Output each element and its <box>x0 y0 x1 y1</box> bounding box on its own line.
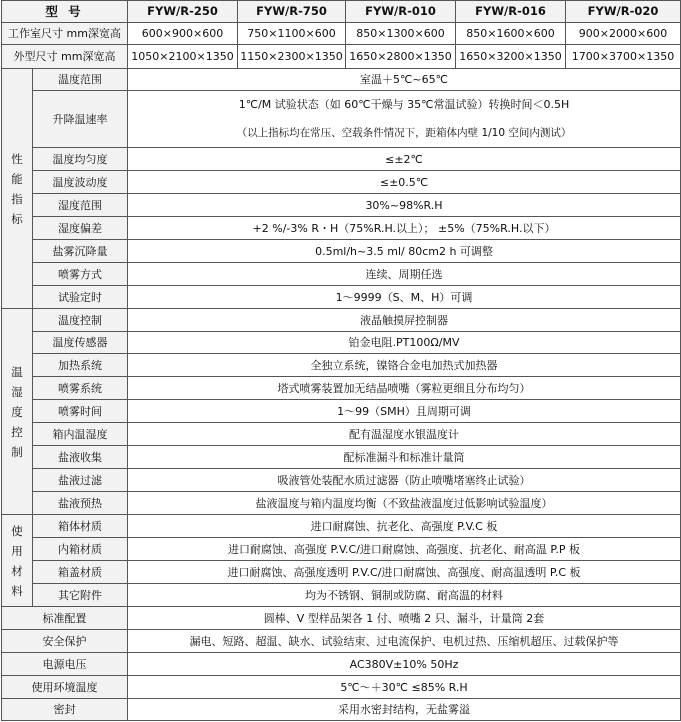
cell-value: 750×1100×600 <box>238 23 346 45</box>
row-label: 温度传感器 <box>33 332 128 354</box>
row-label: 盐液收集 <box>33 446 128 469</box>
row-value: 1～9999（S、M、H）可调 <box>128 286 681 309</box>
row-value: 均为不锈钢、铜制或防腐、耐高温的材料 <box>128 584 681 607</box>
row-label: 箱内温湿度 <box>33 423 128 446</box>
row-value: 1～99（SMH）且周期可调 <box>128 400 681 423</box>
spec-row <box>2 217 681 240</box>
cell-value: 900×2000×600 <box>566 23 681 45</box>
row-label: 加热系统 <box>33 354 128 377</box>
row-value: ≤±0.5℃ <box>128 171 681 194</box>
row-value: 0.5ml/h~3.5 ml/ 80cm2 h 可调整 <box>128 240 681 263</box>
row-label: 盐雾沉降量 <box>33 240 128 263</box>
row-label: 温度控制 <box>33 309 128 332</box>
row-value: 5℃～＋30℃ ≤85% R.H <box>128 676 681 699</box>
row-value: 配标准漏斗和标准计量筒 <box>128 446 681 469</box>
spec-row <box>2 469 681 492</box>
row-value: 吸液管处装配水质过滤器（防止喷嘴堵塞终止试验） <box>128 469 681 492</box>
spec-row <box>2 561 681 584</box>
row-value: ≤±2℃ <box>128 148 681 171</box>
model-header: FYW/R-750 <box>238 1 346 23</box>
row-label: 温度范围 <box>33 69 128 91</box>
row-label: 标准配置 <box>2 607 128 630</box>
row-label: 箱体材质 <box>33 515 128 538</box>
row-label: 温度均匀度 <box>33 148 128 171</box>
spec-table <box>1 0 681 721</box>
spec-row <box>2 332 681 354</box>
row-value: 漏电、短路、超温、缺水、试验结束、过电流保护、电机过热、压缩机超压、过载保护等 <box>128 630 681 653</box>
row-label: 盐液过滤 <box>33 469 128 492</box>
spec-row <box>2 148 681 171</box>
spec-row <box>2 607 681 630</box>
row-value-line: 1℃/M 试验状态（如 60℃干燥与 35℃常温试验）转换时间＜0.5H <box>238 98 570 111</box>
row-label: 盐液预热 <box>33 492 128 515</box>
spec-row <box>2 676 681 699</box>
spec-row <box>2 263 681 286</box>
spec-row <box>2 584 681 607</box>
row-label: 喷雾方式 <box>33 263 128 286</box>
outer-size-row <box>2 45 681 69</box>
row-label: 内箱材质 <box>33 538 128 561</box>
row-value: 进口耐腐蚀、抗老化、高强度 P.V.C 板 <box>128 515 681 538</box>
row-value: 盐液温度与箱内温度均衡（不致盐液温度过低影响试验温度） <box>128 492 681 515</box>
row-label: 试验定时 <box>33 286 128 309</box>
type-label: 型 号 <box>2 1 128 23</box>
spec-row <box>2 91 681 148</box>
spec-row <box>2 309 681 332</box>
group-label-text: 性 能 指 标 <box>11 151 23 226</box>
spec-row <box>2 699 681 721</box>
cell-value: 1700×3700×1350 <box>566 45 681 69</box>
row-label: 温度波动度 <box>33 171 128 194</box>
row-label: 外型尺寸 mm深宽高 <box>2 45 128 69</box>
row-value: 连续、周期任选 <box>128 263 681 286</box>
model-header: FYW/R-016 <box>456 1 566 23</box>
spec-row <box>2 354 681 377</box>
group-label-control <box>2 309 33 515</box>
row-value: 配有温湿度水银温度计 <box>128 423 681 446</box>
cell-value: 1150×2300×1350 <box>238 45 346 69</box>
spec-row <box>2 492 681 515</box>
spec-row <box>2 69 681 91</box>
cell-value: 1650×3200×1350 <box>456 45 566 69</box>
work-room-size-row <box>2 23 681 45</box>
row-label: 其它附件 <box>33 584 128 607</box>
row-value: 圆棒、V 型样品架各 1 付、喷嘴 2 只、漏斗，计量筒 2套 <box>128 607 681 630</box>
spec-row <box>2 286 681 309</box>
cell-value: 1050×2100×1350 <box>128 45 238 69</box>
spec-row <box>2 446 681 469</box>
row-value: 液晶触摸屏控制器 <box>128 309 681 332</box>
row-value: 进口耐腐蚀、高强度 P.V.C/进口耐腐蚀、高强度、抗老化、耐高温 P.P 板 <box>128 538 681 561</box>
spec-row <box>2 653 681 676</box>
cell-value: 1650×2800×1350 <box>346 45 456 69</box>
spec-row <box>2 377 681 400</box>
group-label-materials <box>2 515 33 607</box>
spec-row <box>2 240 681 263</box>
group-label-performance <box>2 69 33 309</box>
row-value: 全独立系统，镍铬合金电加热式加热器 <box>128 354 681 377</box>
row-value-note: （以上指标均在常压、空载条件情况下，距箱体内壁 1/10 空间内测试） <box>236 127 572 139</box>
row-label: 湿度偏差 <box>33 217 128 240</box>
cell-value: 600×900×600 <box>128 23 238 45</box>
row-label: 工作室尺寸 mm深宽高 <box>2 23 128 45</box>
row-value: 室温＋5℃~65℃ <box>128 69 681 91</box>
row-label: 电源电压 <box>2 653 128 676</box>
group-label-text: 温 湿 度 控 制 <box>11 364 23 459</box>
group-label-text: 使 用 材 料 <box>11 523 23 598</box>
row-label: 喷雾时间 <box>33 400 128 423</box>
row-label: 升降温速率 <box>33 91 128 148</box>
row-value <box>128 91 681 148</box>
row-value: 塔式喷雾装置加无结晶喷嘴（雾粒更细且分布均匀） <box>128 377 681 400</box>
model-header: FYW/R-010 <box>346 1 456 23</box>
row-value: 30%~98%R.H <box>128 194 681 217</box>
cell-value: 850×1600×600 <box>456 23 566 45</box>
spec-row <box>2 538 681 561</box>
spec-row <box>2 630 681 653</box>
row-value: 进口耐腐蚀、高强度透明 P.V.C/进口耐腐蚀、高强度、耐高温透明 P.C 板 <box>128 561 681 584</box>
spec-row <box>2 515 681 538</box>
row-label: 喷雾系统 <box>33 377 128 400</box>
row-label: 箱盖材质 <box>33 561 128 584</box>
row-value: 采用水密封结构，无盐雾溢 <box>128 699 681 721</box>
row-value: AC380V±10% 50Hz <box>128 653 681 676</box>
header-row <box>2 1 681 23</box>
spec-row <box>2 423 681 446</box>
cell-value: 850×1300×600 <box>346 23 456 45</box>
spec-row <box>2 400 681 423</box>
row-label: 使用环境温度 <box>2 676 128 699</box>
row-value: +2 %/-3% R・H（75%R.H.以上）； ±5%（75%R.H.以下） <box>128 217 681 240</box>
row-label: 湿度范围 <box>33 194 128 217</box>
spec-row <box>2 171 681 194</box>
spec-row <box>2 194 681 217</box>
model-header: FYW/R-020 <box>566 1 681 23</box>
row-value: 铂金电阻.PT100Ω/MV <box>128 332 681 354</box>
model-header: FYW/R-250 <box>128 1 238 23</box>
row-label: 安全保护 <box>2 630 128 653</box>
row-label: 密封 <box>2 699 128 721</box>
